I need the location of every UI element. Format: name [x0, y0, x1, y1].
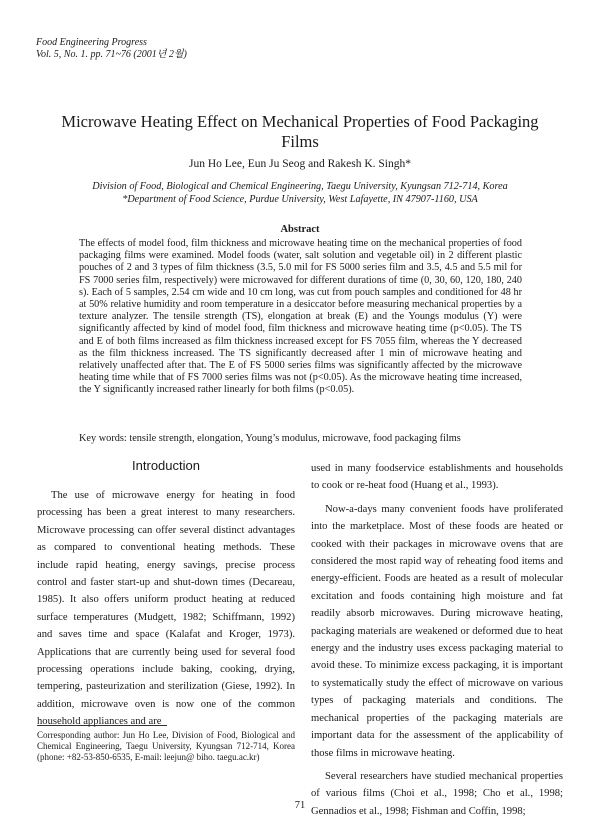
- affiliation-primary: Division of Food, Biological and Chemical Engineering, Taegu University, Kyungsan 712-714, Korea: [92, 181, 508, 192]
- journal-header: [36, 37, 187, 61]
- intro-paragraph-3: Several researchers have studied mechanical properties of various films (Choi et al., 1998; Cho et al., 1998; Gennadios et al., 1998; Fishman and Coffin, 1998;: [311, 770, 563, 817]
- intro-paragraph-continued: used in many foodservice establishments and households to cook or re-heat food (Huang et al., 1993).: [311, 463, 563, 492]
- author-list: Jun Ho Lee, Eun Ju Seog and Rakesh K. Singh*: [189, 158, 411, 170]
- journal-name: Food Engineering Progress: [36, 37, 147, 48]
- paper-title: Microwave Heating Effect on Mechanical Properties of Food Packaging Films: [61, 112, 539, 151]
- corresponding-author-footnote: Corresponding author: Jun Ho Lee, Division of Food, Biological and Chemical Engineering, Taegu University, Kyungsan 712-714, Korea (phone: +82-53-850-6535, E-mail: leejun@ biho. taegu.ac.kr): [37, 730, 295, 762]
- intro-paragraph-1: The use of microwave energy for heating in food processing has been a great interest to many researchers. Microwave processing can offer several distinct advantages as compared to conventional heating methods. These include rapid heating, energy savings, precise process control and faster start-up and shut-down times (Decareau, 1985). It also offers uniform product heating at reduced surface temperatures (Mudgett, 1982; Schiffmann, 1992) and saves time and space (Kalafat and Kroger, 1973). Applications that are currently being used for several food processing operations include baking, cooking, drying, tempering, pasteurization and sterilization (Giese, 1992). In addition, microwave oven is now one of the common household appliances and are: [37, 490, 295, 728]
- footnote-divider: [37, 725, 167, 726]
- keywords: Key words: tensile strength, elongation, Young’s modulus, microwave, food packaging films: [79, 433, 461, 444]
- intro-paragraph-2: Now-a-days many convenient foods have proliferated into the marketplace. Most of these foods are heated or cooked with their packages in microwave ovens that are considered the most rapid way of reheating food items and energy-efficient. Foods are heated as a result of molecular excitation and foods containing high moisture and fat readily absorb microwaves. During microwave heating, packaging materials are weakened or deformed due to heat energy and the industry uses excess packaging material to avoid these. To minimize excess packaging, it is important to systematically study the effect of microwave on various types of packaging materials and conditions. The mechanical properties of the packaging materials are important data for the assessment of the applicability of those films in microwave heating.: [311, 503, 563, 759]
- abstract-text: The effects of model food, film thickness and microwave heating time on the mechanical properties of food packaging films were examined. Model foods (water, salt solution and vegetable oil) in 2 different plastic pouches of 2 and 3 types of film thickness (3.5, 5.0 mil for FS 5000 series film and 3.5, 4.5 and 5.5 mil for FS 7000 series film, respectively) were microwaved for different durations of time (0, 30, 60, 120, 180, 240 s). Each of 5 samples, 2.54 cm wide and 10 cm long, was cut from pouch samples and conditioned for 48 hr at 50% relative humidity and room temperature in a desiccator before measuring mechanical properties by a texture analyzer. The tensile strength (TS), elongation at break (E) and the Youngs modulus (Y) were significantly affected by kind of model food, film thickness and microwave heating time (p<0.05). The TS and E of both films increased as film thickness increased except for FS 7055 film, whereas the Y decreased as the film thickness increased. The TS significantly decreased after 1 min of microwave heating and relatively unaffected after that. The E of FS 5000 series films was significantly affected by the microwave heating time while that of FS 7000 series films was not (p<0.05). As the microwave heating time increased, the Y significantly increased rather linearly for both films (p<0.05).: [79, 238, 522, 396]
- affiliations: [40, 180, 560, 206]
- left-column: [37, 487, 295, 731]
- introduction-heading: Introduction: [132, 458, 200, 473]
- abstract-heading: Abstract: [280, 224, 320, 235]
- affiliation-secondary: *Department of Food Science, Purdue University, West Lafayette, IN 47907-1160, USA: [122, 194, 478, 205]
- page-number: 71: [294, 800, 306, 811]
- right-column: [311, 460, 563, 820]
- journal-volume: Vol. 5, No. 1. pp. 71~76 (2001년 2월): [36, 49, 187, 60]
